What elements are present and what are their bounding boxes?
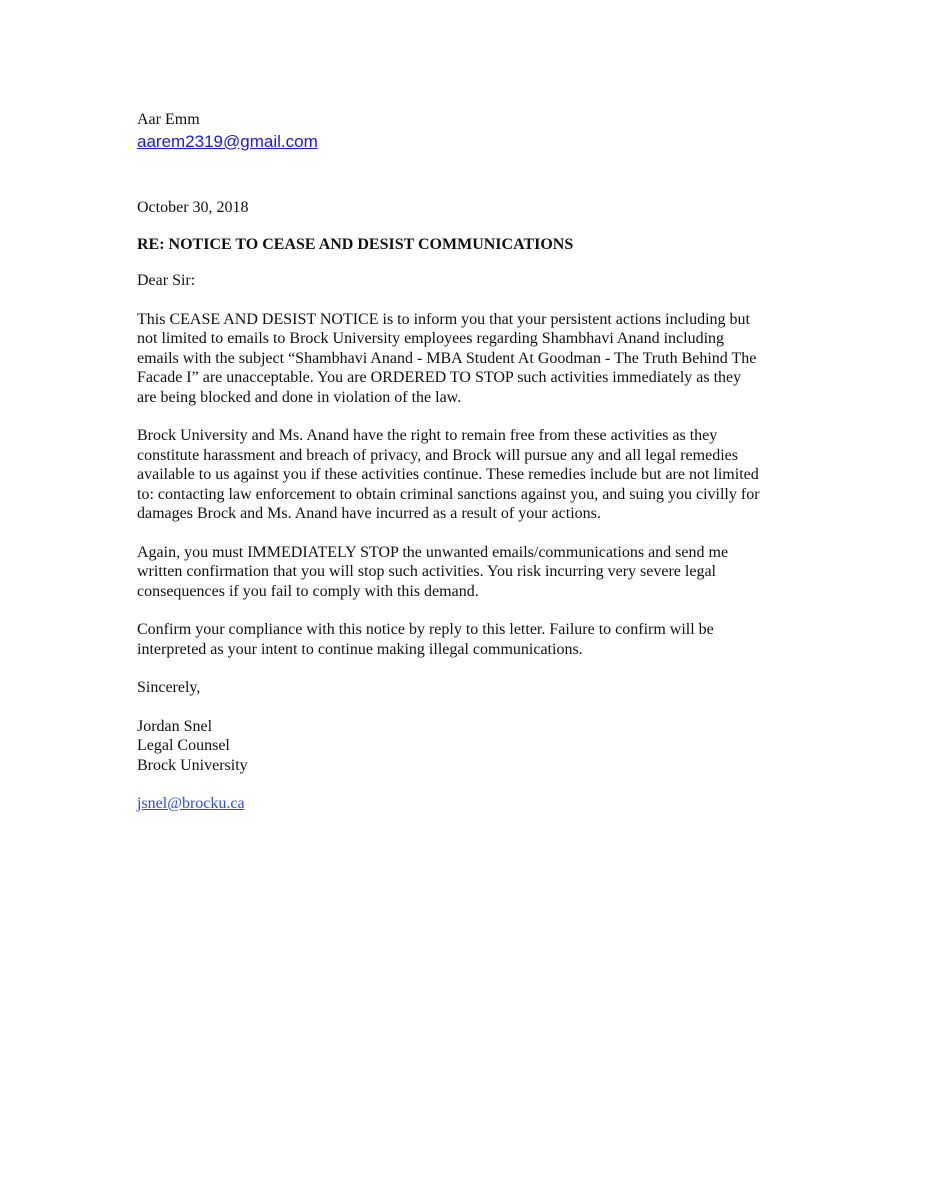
signatory-email-link[interactable]: jsnel@brocku.ca: [137, 795, 245, 812]
paragraph-line: are being blocked and done in violation of the law.: [137, 388, 462, 406]
paragraph-line: not limited to emails to Brock University employees regarding Shambhavi Anand including: [137, 330, 725, 347]
signatory-title: Legal Counsel: [137, 737, 230, 754]
paragraph-line: This CEASE AND DESIST NOTICE is to inform you that your persistent actions including but: [137, 310, 750, 328]
paragraph-line: written confirmation that you will stop such activities. You risk incurring very severe legal: [137, 563, 716, 580]
paragraph-line: consequences if you fail to comply with this demand.: [137, 582, 479, 600]
paragraph-line: emails with the subject “Shambhavi Anand - MBA Student At Goodman - The Truth Behind The: [137, 349, 757, 367]
body-paragraph-1: [137, 310, 797, 408]
paragraph-line: Confirm your compliance with this notice by reply to this letter. Failure to confirm will be: [137, 621, 714, 638]
body-paragraph-4: [137, 620, 797, 659]
salutation: Dear Sir:: [137, 272, 196, 289]
letter: [137, 110, 797, 814]
paragraph-line: interpreted as your intent to continue making illegal communications.: [137, 640, 583, 658]
paragraph-line: available to us against you if these activities continue. These remedies include but are not limited: [137, 466, 759, 483]
paragraph-line: constitute harassment and breach of privacy, and Brock will pursue any and all legal remedies: [137, 446, 738, 464]
signatory-name: Jordan Snel: [137, 717, 213, 735]
sender-name: Aar Emm: [137, 111, 200, 128]
closing: Sincerely,: [137, 679, 201, 696]
subject-line: RE: NOTICE TO CEASE AND DESIST COMMUNICATIONS: [137, 235, 574, 253]
paragraph-line: to: contacting law enforcement to obtain criminal sanctions against you, and suing you civilly for: [137, 485, 760, 503]
letter-date: October 30, 2018: [137, 199, 249, 216]
paragraph-line: damages Brock and Ms. Anand have incurred as a result of your actions.: [137, 505, 601, 522]
body-paragraph-2: [137, 426, 797, 524]
signatory-organization: Brock University: [137, 756, 248, 774]
sender-email-link[interactable]: aarem2319@gmail.com: [137, 131, 318, 151]
paragraph-line: Facade I” are unacceptable. You are ORDERED TO STOP such activities immediately as they: [137, 369, 742, 386]
signature-block: [137, 717, 797, 776]
paragraph-line: Again, you must IMMEDIATELY STOP the unwanted emails/communications and send me: [137, 543, 729, 561]
paragraph-line: Brock University and Ms. Anand have the right to remain free from these activities as they: [137, 427, 718, 444]
body-paragraph-3: [137, 543, 797, 602]
